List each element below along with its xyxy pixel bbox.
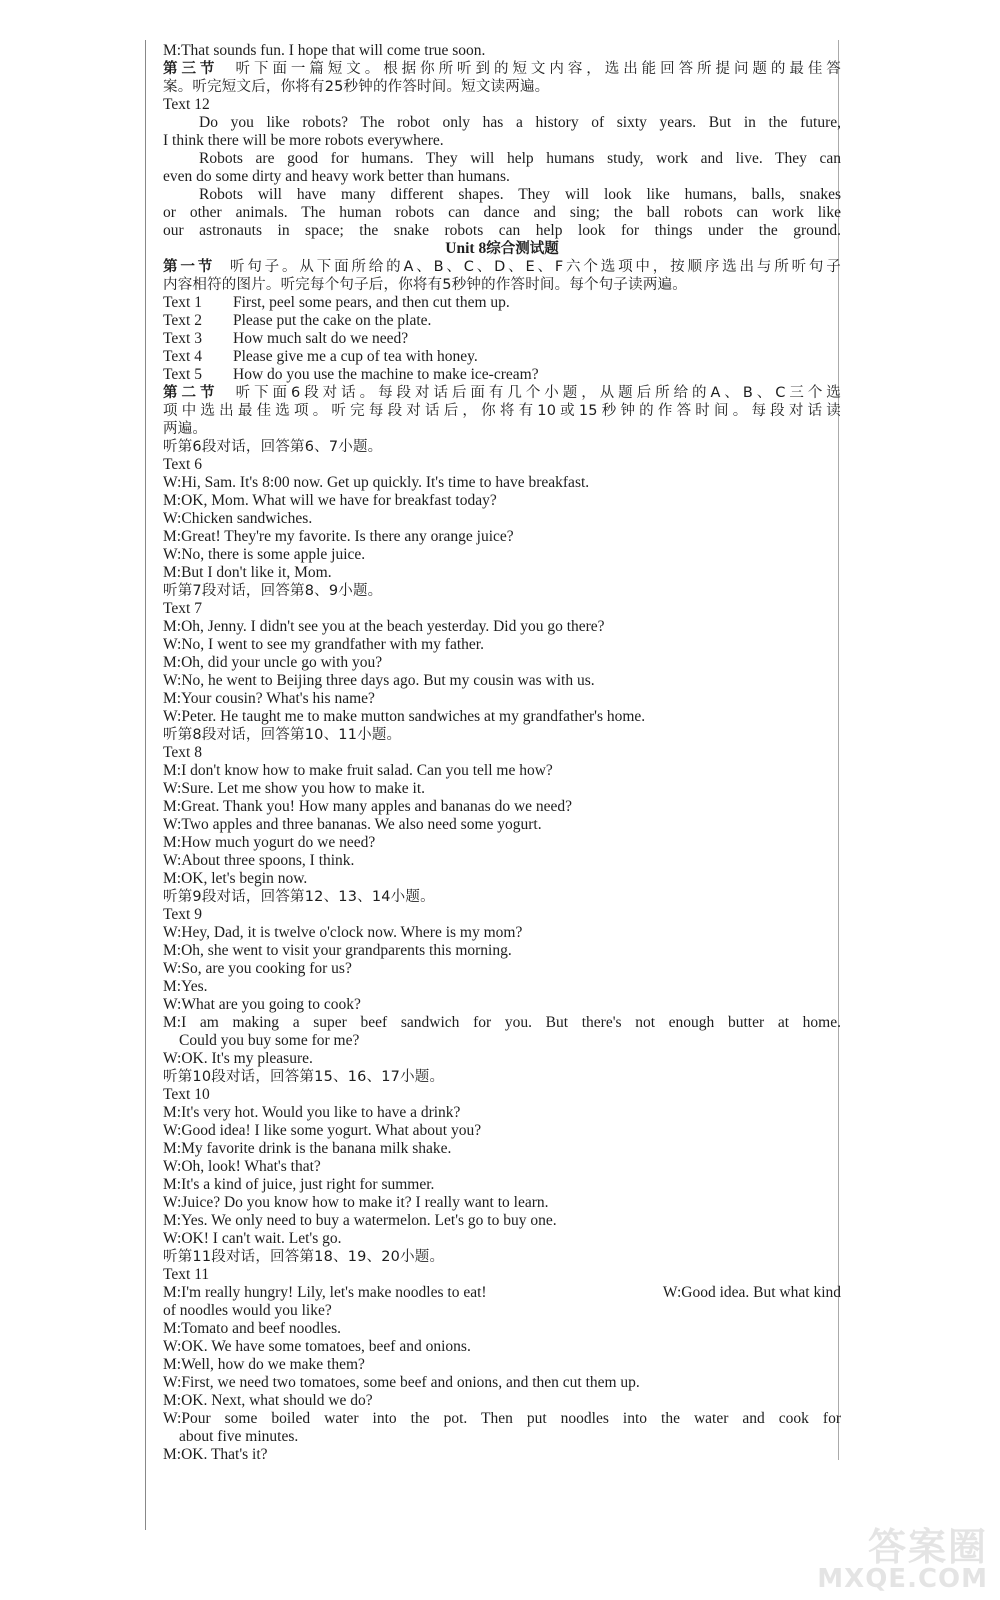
dialogue-line: W:Hi, Sam. It's 8:00 now. Get up quickly. It's time to have breakfast. <box>163 474 590 491</box>
text-label: Text 4 <box>163 348 202 365</box>
unit-title-cn: 综合测试题 <box>486 241 559 257</box>
dialogue-line: M:OK, let's begin now. <box>163 870 308 887</box>
dialogue-line: W:Oh, look! What's that? <box>163 1158 321 1175</box>
dialogue-line: W:Two apples and three bananas. We also need some yogurt. <box>163 816 542 833</box>
dialogue-line: M:Oh, Jenny. I didn't see you at the beach yesterday. Did you go there? <box>163 618 605 635</box>
dialogue-line: W:About three spoons, I think. <box>163 852 355 869</box>
dialogue-line: M:Oh, did your uncle go with you? <box>163 654 383 671</box>
text-label: Text 2 <box>163 312 202 329</box>
unit-title <box>163 240 841 258</box>
dialogue-line-cont: about five minutes. <box>179 1428 299 1445</box>
dialogue-line: W:No, he went to Beijing three days ago. But my cousin was with us. <box>163 672 595 689</box>
dialogue-line: M:Well, how do we make them? <box>163 1356 365 1373</box>
dialogue-line: M:Great! They're my favorite. Is there any orange juice? <box>163 528 514 545</box>
dialogue-line: W:Juice? Do you know how to make it? I really want to learn. <box>163 1194 549 1211</box>
passage-line: Do you like robots? The robot only has a history of sixty years. But in the future, <box>199 114 841 131</box>
passage-line: Robots will have many different shapes. They will look like humans, balls, snakes <box>199 186 841 203</box>
dialogue-line: M:OK. That's it? <box>163 1446 268 1463</box>
text-label: Text 1 <box>163 294 202 311</box>
dialogue-intro: 听第7段对话，回答第8、9小题。 <box>163 583 383 599</box>
text-label: Text 12 <box>163 96 210 113</box>
watermark-logo: 答案圈 <box>867 1525 988 1569</box>
text-label: Text 10 <box>163 1086 210 1103</box>
dialogue-line: W:OK. It's my pleasure. <box>163 1050 313 1067</box>
left-column-rule <box>145 40 146 1530</box>
dialogue-line: W:No, there is some apple juice. <box>163 546 366 563</box>
passage-line: I think there will be more robots everywhere. <box>163 132 444 149</box>
dialogue-line: M:Yes. We only need to buy a watermelon. Let's go to buy one. <box>163 1212 557 1229</box>
instruction-text: 听下面6段对话。每段对话后面有几个小题，从题后所给的A、B、C三个选 <box>235 385 842 401</box>
section-2-instruction-cont: 项中选出最佳选项。听完每段对话后，你将有10或15秒钟的作答时间。每段对话读 <box>163 403 841 419</box>
dialogue-line: M:OK, Mom. What will we have for breakfast today? <box>163 492 497 509</box>
dialogue-line: M:But I don't like it, Mom. <box>163 564 332 581</box>
dialogue-line-m: M:I'm really hungry! Lily, let's make noodles to eat! <box>163 1284 487 1301</box>
dialogue-intro: 听第10段对话，回答第15、16、17小题。 <box>163 1069 445 1085</box>
dialogue-line: M:My favorite drink is the banana milk shake. <box>163 1140 452 1157</box>
dialogue-intro: 听第9段对话，回答第12、13、14小题。 <box>163 889 435 905</box>
passage-line: or other animals. The human robots can dance and sing; the ball robots can work like <box>163 204 841 221</box>
section-3-instruction <box>163 60 841 78</box>
sentence-item <box>163 348 841 366</box>
dialogue-intro: 听第11段对话，回答第18、19、20小题。 <box>163 1249 445 1265</box>
dialogue-line: W:OK! I can't wait. Let's go. <box>163 1230 342 1247</box>
section-1-instruction-cont: 内容相符的图片。听完每个句子后，你将有5秒钟的作答时间。每个句子读两遍。 <box>163 277 687 293</box>
text-label: Text 6 <box>163 456 202 473</box>
passage-line: our astronauts in space; the snake robots can help look for things under the ground. <box>163 222 841 239</box>
dialogue-line: M:Tomato and beef noodles. <box>163 1320 341 1337</box>
dialogue-line: M:Yes. <box>163 978 208 995</box>
watermark <box>788 1516 988 1594</box>
dialogue-line: W:Chicken sandwiches. <box>163 510 313 527</box>
dialogue-line: M:Great. Thank you! How many apples and bananas do we need? <box>163 798 573 815</box>
passage-line: even do some dirty and heavy work better than humans. <box>163 168 510 185</box>
section-label: 第一节 <box>163 259 216 275</box>
text-label: Text 5 <box>163 366 202 383</box>
text-label: Text 8 <box>163 744 202 761</box>
dialogue-intro: 听第6段对话，回答第6、7小题。 <box>163 439 383 455</box>
dialogue-line: M:Oh, she went to visit your grandparents this morning. <box>163 942 512 959</box>
dialogue-line: W:No, I went to see my grandfather with my father. <box>163 636 484 653</box>
dialogue-line-cont: Could you buy some for me? <box>179 1032 360 1049</box>
section-2-instruction-cont: 两遍。 <box>163 421 208 437</box>
sentence-item <box>163 330 841 348</box>
dialogue-line: W:Pour some boiled water into the pot. Then put noodles into the water and cook for <box>163 1410 841 1427</box>
text-label: Text 9 <box>163 906 202 923</box>
dialogue-line: W:OK. We have some tomatoes, beef and onions. <box>163 1338 471 1355</box>
dialogue-line-cont: of noodles would you like? <box>163 1302 332 1319</box>
dialogue-line <box>163 1284 841 1302</box>
sentence-text: First, peel some pears, and then cut them up. <box>233 294 510 311</box>
dialogue-line: W:Sure. Let me show you how to make it. <box>163 780 426 797</box>
dialogue-line: W:Peter. He taught me to make mutton sandwiches at my grandfather's home. <box>163 708 646 725</box>
section-2-instruction <box>163 384 841 402</box>
dialogue-line: W:Good idea! I like some yogurt. What about you? <box>163 1122 482 1139</box>
sentence-text: How much salt do we need? <box>233 330 409 347</box>
text-label: Text 7 <box>163 600 202 617</box>
instruction-text: 听句子。从下面所给的A、B、C、D、E、F六个选项中，按顺序选出与所听句子 <box>229 259 841 275</box>
instruction-text: 听下面一篇短文。根据你所听到的短文内容，选出能回答所提问题的最佳答 <box>235 61 841 77</box>
text-label: Text 3 <box>163 330 202 347</box>
dialogue-line: M:How much yogurt do we need? <box>163 834 376 851</box>
dialogue-line: M:I don't know how to make fruit salad. Can you tell me how? <box>163 762 553 779</box>
dialogue-line: M:Your cousin? What's his name? <box>163 690 375 707</box>
dialogue-line: W:First, we need two tomatoes, some beef and onions, and then cut them up. <box>163 1374 640 1391</box>
dialogue-line: M:It's very hot. Would you like to have a drink? <box>163 1104 461 1121</box>
text-label: Text 11 <box>163 1266 210 1283</box>
dialogue-line: M:I am making a super beef sandwich for you. But there's not enough butter at home. <box>163 1014 841 1031</box>
sentence-item <box>163 294 841 312</box>
section-3-instruction-cont: 案。听完短文后，你将有25秒钟的作答时间。短文读两遍。 <box>163 79 550 95</box>
sentence-item <box>163 366 841 384</box>
watermark-url: MXQE.COM <box>817 1564 988 1594</box>
section-label: 第二节 <box>163 385 219 401</box>
dialogue-line: W:Hey, Dad, it is twelve o'clock now. Where is my mom? <box>163 924 523 941</box>
dialogue-line: M:It's a kind of juice, just right for summer. <box>163 1176 435 1193</box>
sentence-text: Please put the cake on the plate. <box>233 312 432 329</box>
dialogue-line-w: W:Good idea. But what kind <box>662 1284 841 1301</box>
section-1-instruction <box>163 258 841 276</box>
dialogue-line: M:That sounds fun. I hope that will come true soon. <box>163 42 486 59</box>
unit-title-en: Unit 8 <box>445 240 487 257</box>
sentence-text: How do you use the machine to make ice-cream? <box>233 366 539 383</box>
sentence-item <box>163 312 841 330</box>
section-label: 第三节 <box>163 61 219 77</box>
dialogue-intro: 听第8段对话，回答第10、11小题。 <box>163 727 402 743</box>
sentence-text: Please give me a cup of tea with honey. <box>233 348 478 365</box>
dialogue-line: W:So, are you cooking for us? <box>163 960 352 977</box>
dialogue-line: W:What are you going to cook? <box>163 996 361 1013</box>
document-page <box>163 42 841 1527</box>
passage-line: Robots are good for humans. They will help humans study, work and live. They can <box>199 150 841 167</box>
dialogue-line: M:OK. Next, what should we do? <box>163 1392 373 1409</box>
